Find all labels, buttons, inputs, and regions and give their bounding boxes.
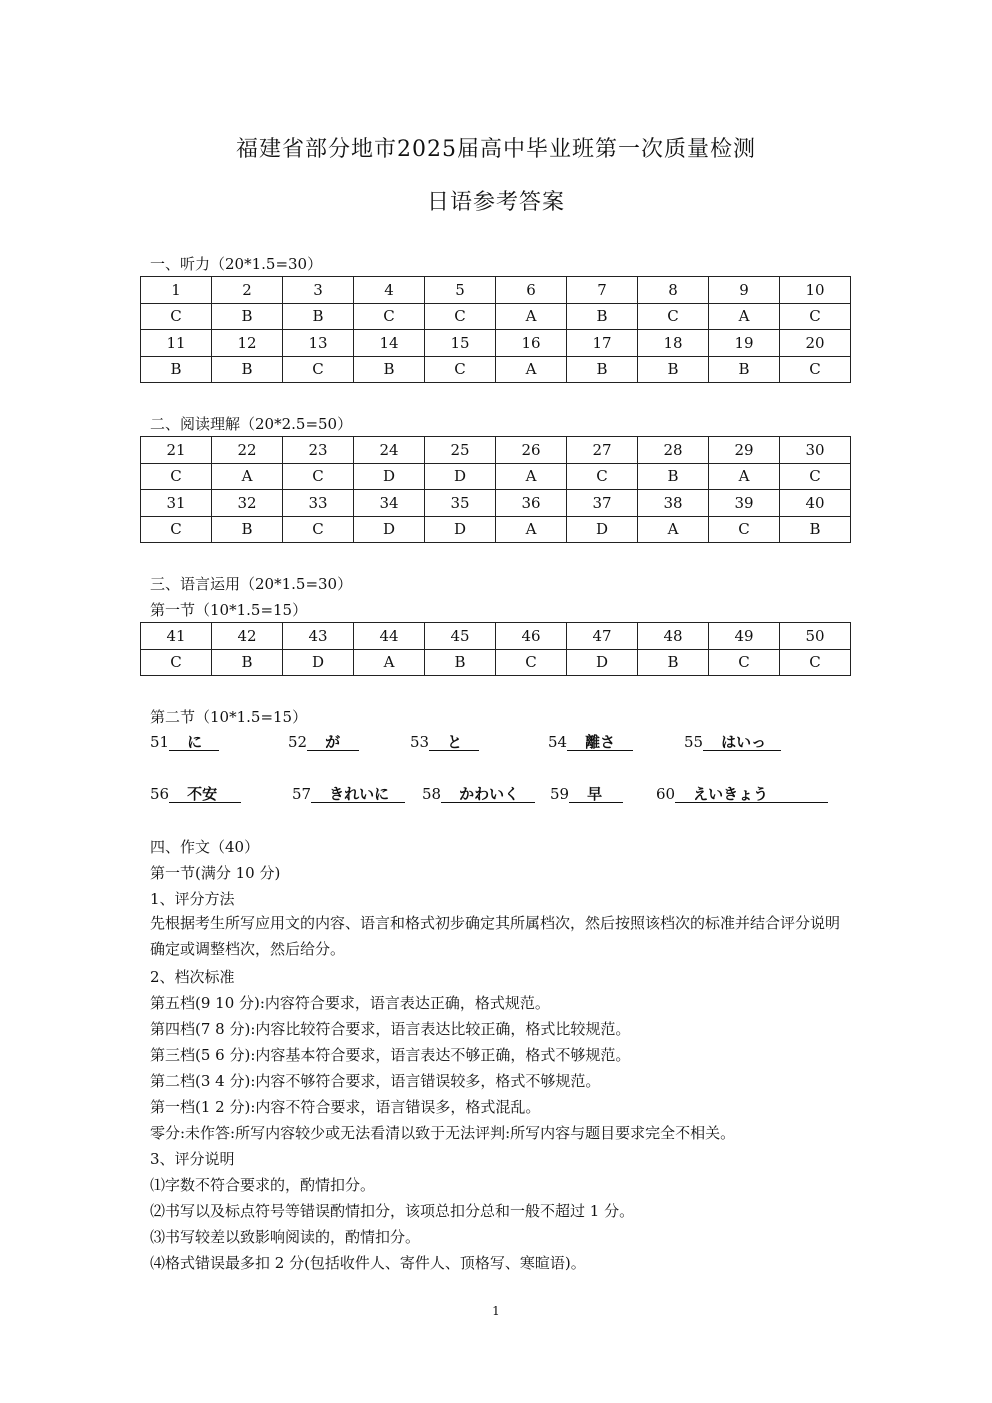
question-number-cell: 39 (709, 490, 780, 517)
note-item: ⑶书写较差以致影响阅读的，酌情扣分。 (150, 1228, 421, 1246)
document-subtitle: 日语参考答案 (426, 190, 565, 215)
question-number-cell: 41 (141, 623, 212, 650)
level-item: 第三档(5 6 分):内容基本符合要求，语言表达不够正确，格式不够规范。 (150, 1046, 631, 1064)
question-number-cell: 43 (283, 623, 354, 650)
answer-cell: B (425, 649, 496, 676)
answer-cell: D (425, 516, 496, 543)
answer-cell: B (780, 516, 851, 543)
fill-answer: 不安 (169, 783, 241, 803)
fill-blank-52: 52 が (288, 731, 359, 753)
question-number-cell: 26 (496, 437, 567, 464)
level-item: 零分:未作答:所写内容较少或无法看清以致于无法评判:所写内容与题目要求完全不相关。 (150, 1124, 736, 1142)
answer-cell: A (496, 356, 567, 383)
answer-cell: C (141, 649, 212, 676)
question-number-cell: 47 (567, 623, 638, 650)
answer-cell: B (638, 649, 709, 676)
answer-cell: D (283, 649, 354, 676)
question-number-cell: 46 (496, 623, 567, 650)
answer-cell: B (212, 649, 283, 676)
language-part2-heading: 第二节（10*1.5=15） (150, 708, 308, 726)
question-number-cell: 6 (496, 277, 567, 304)
question-number-cell: 3 (283, 277, 354, 304)
fill-answer: 離さ (567, 731, 633, 751)
answer-cell: C (141, 463, 212, 490)
question-number-cell: 18 (638, 330, 709, 357)
question-number-cell: 7 (567, 277, 638, 304)
fill-blank-55: 55 はいっ (684, 731, 781, 753)
question-number-cell: 45 (425, 623, 496, 650)
question-number-row (141, 330, 851, 357)
question-number-cell: 24 (354, 437, 425, 464)
answer-cell: C (141, 516, 212, 543)
level-item: 第二档(3 4 分):内容不够符合要求，语言错误较多，格式不够规范。 (150, 1072, 601, 1090)
writing-heading: 四、作文（40） (150, 838, 260, 856)
fill-blank-56: 56 不安 (150, 783, 241, 805)
answer-cell: A (709, 303, 780, 330)
answer-cell: C (567, 463, 638, 490)
note-item: ⑵书写以及标点符号等错误酌情扣分，该项总扣分总和一般不超过 1 分。 (150, 1202, 635, 1220)
answer-cell: A (638, 516, 709, 543)
answer-cell: C (283, 516, 354, 543)
answer-cell: A (212, 463, 283, 490)
level-item: 第一档(1 2 分):内容不符合要求，语言错误多，格式混乱。 (150, 1098, 541, 1116)
question-number-cell: 33 (283, 490, 354, 517)
answer-cell: A (496, 463, 567, 490)
answer-cell: B (709, 356, 780, 383)
question-number-cell: 4 (354, 277, 425, 304)
fill-blank-53: 53 と (410, 731, 479, 753)
answer-cell: D (567, 649, 638, 676)
level-item: 第五档(9 10 分):内容符合要求，语言表达正确，格式规范。 (150, 994, 550, 1012)
question-number-cell: 1 (141, 277, 212, 304)
language-answer-table (140, 622, 851, 676)
question-number-cell: 25 (425, 437, 496, 464)
answer-cell: D (354, 463, 425, 490)
question-number-cell: 21 (141, 437, 212, 464)
answer-cell: A (354, 649, 425, 676)
level-item: 第四档(7 8 分):内容比较符合要求，语言表达比较正确，格式比较规范。 (150, 1020, 631, 1038)
method-heading: 1、评分方法 (150, 890, 235, 908)
question-number-cell: 49 (709, 623, 780, 650)
answer-row (141, 516, 851, 543)
answer-cell: B (212, 356, 283, 383)
question-number-cell: 14 (354, 330, 425, 357)
answer-cell: B (212, 303, 283, 330)
answer-cell: C (780, 463, 851, 490)
fill-blank-51: 51 に (150, 731, 219, 753)
answer-cell: B (212, 516, 283, 543)
question-number-cell: 36 (496, 490, 567, 517)
page-number: 1 (492, 1304, 500, 1318)
answer-cell: B (638, 356, 709, 383)
answer-row (141, 303, 851, 330)
answer-cell: C (780, 649, 851, 676)
document-title: 福建省部分地市2025届高中毕业班第一次质量检测 (236, 137, 756, 162)
question-number-cell: 16 (496, 330, 567, 357)
fill-blank-60: 60 えいきょう (656, 783, 828, 805)
fill-answer: 早 (569, 783, 623, 803)
answer-row (141, 649, 851, 676)
answer-cell: C (496, 649, 567, 676)
method-text: 先根据考生所写应用文的内容、语言和格式初步确定其所属档次，然后按照该档次的标准并结合评分说明确定或调整档次，然后给分。 (150, 914, 841, 958)
question-number-cell: 30 (780, 437, 851, 464)
answer-cell: C (283, 463, 354, 490)
question-number-cell: 8 (638, 277, 709, 304)
question-number-cell: 27 (567, 437, 638, 464)
language-heading: 三、语言运用（20*1.5=30） (150, 575, 353, 593)
question-number-cell: 50 (780, 623, 851, 650)
answer-cell: D (567, 516, 638, 543)
levels-heading: 2、档次标准 (150, 968, 235, 986)
question-number-cell: 37 (567, 490, 638, 517)
question-number-cell: 9 (709, 277, 780, 304)
answer-cell: B (567, 303, 638, 330)
question-number-cell: 35 (425, 490, 496, 517)
answer-cell: D (354, 516, 425, 543)
question-number-cell: 32 (212, 490, 283, 517)
answer-cell: C (709, 516, 780, 543)
answer-cell: C (780, 303, 851, 330)
answer-row (141, 463, 851, 490)
fill-blank-58: 58 かわいく (422, 783, 535, 805)
answer-cell: B (283, 303, 354, 330)
question-number-row (141, 623, 851, 650)
writing-part1-heading: 第一节(满分 10 分) (150, 864, 281, 882)
answer-cell: C (283, 356, 354, 383)
question-number-cell: 38 (638, 490, 709, 517)
fill-answer: えいきょう (675, 783, 828, 803)
question-number-row (141, 437, 851, 464)
question-number-cell: 17 (567, 330, 638, 357)
answer-cell: C (425, 303, 496, 330)
language-part1-heading: 第一节（10*1.5=15） (150, 601, 308, 619)
reading-heading: 二、阅读理解（20*2.5=50） (150, 415, 353, 433)
answer-cell: C (709, 649, 780, 676)
question-number-cell: 5 (425, 277, 496, 304)
answer-cell: B (638, 463, 709, 490)
note-item: ⑴字数不符合要求的，酌情扣分。 (150, 1176, 376, 1194)
answer-cell: B (354, 356, 425, 383)
question-number-cell: 42 (212, 623, 283, 650)
fill-answer: が (307, 731, 359, 751)
notes-heading: 3、评分说明 (150, 1150, 235, 1168)
fill-answer: と (429, 731, 479, 751)
answer-cell: A (496, 516, 567, 543)
question-number-cell: 29 (709, 437, 780, 464)
answer-row (141, 356, 851, 383)
question-number-row (141, 490, 851, 517)
answer-cell: C (141, 303, 212, 330)
answer-cell: A (709, 463, 780, 490)
listening-answer-table (140, 276, 851, 383)
question-number-cell: 34 (354, 490, 425, 517)
question-number-cell: 28 (638, 437, 709, 464)
answer-cell: C (354, 303, 425, 330)
fill-answer: きれいに (311, 783, 405, 803)
question-number-cell: 48 (638, 623, 709, 650)
question-number-cell: 10 (780, 277, 851, 304)
question-number-cell: 31 (141, 490, 212, 517)
listening-heading: 一、听力（20*1.5=30） (150, 255, 323, 273)
question-number-cell: 19 (709, 330, 780, 357)
answer-cell: A (496, 303, 567, 330)
question-number-row (141, 277, 851, 304)
answer-cell: C (425, 356, 496, 383)
note-item: ⑷格式错误最多扣 2 分(包括收件人、寄件人、顶格写、寒暄语)。 (150, 1254, 586, 1272)
question-number-cell: 40 (780, 490, 851, 517)
fill-answer: はいっ (703, 731, 781, 751)
fill-answer: に (169, 731, 219, 751)
question-number-cell: 22 (212, 437, 283, 464)
reading-answer-table (140, 436, 851, 543)
question-number-cell: 15 (425, 330, 496, 357)
question-number-cell: 20 (780, 330, 851, 357)
question-number-cell: 13 (283, 330, 354, 357)
fill-blank-59: 59 早 (550, 783, 623, 805)
question-number-cell: 12 (212, 330, 283, 357)
answer-cell: B (567, 356, 638, 383)
answer-cell: B (141, 356, 212, 383)
question-number-cell: 11 (141, 330, 212, 357)
answer-cell: D (425, 463, 496, 490)
question-number-cell: 44 (354, 623, 425, 650)
question-number-cell: 2 (212, 277, 283, 304)
answer-cell: C (638, 303, 709, 330)
fill-answer: かわいく (441, 783, 535, 803)
question-number-cell: 23 (283, 437, 354, 464)
fill-blank-57: 57 きれいに (292, 783, 405, 805)
fill-blank-54: 54 離さ (548, 731, 633, 753)
answer-cell: C (780, 356, 851, 383)
